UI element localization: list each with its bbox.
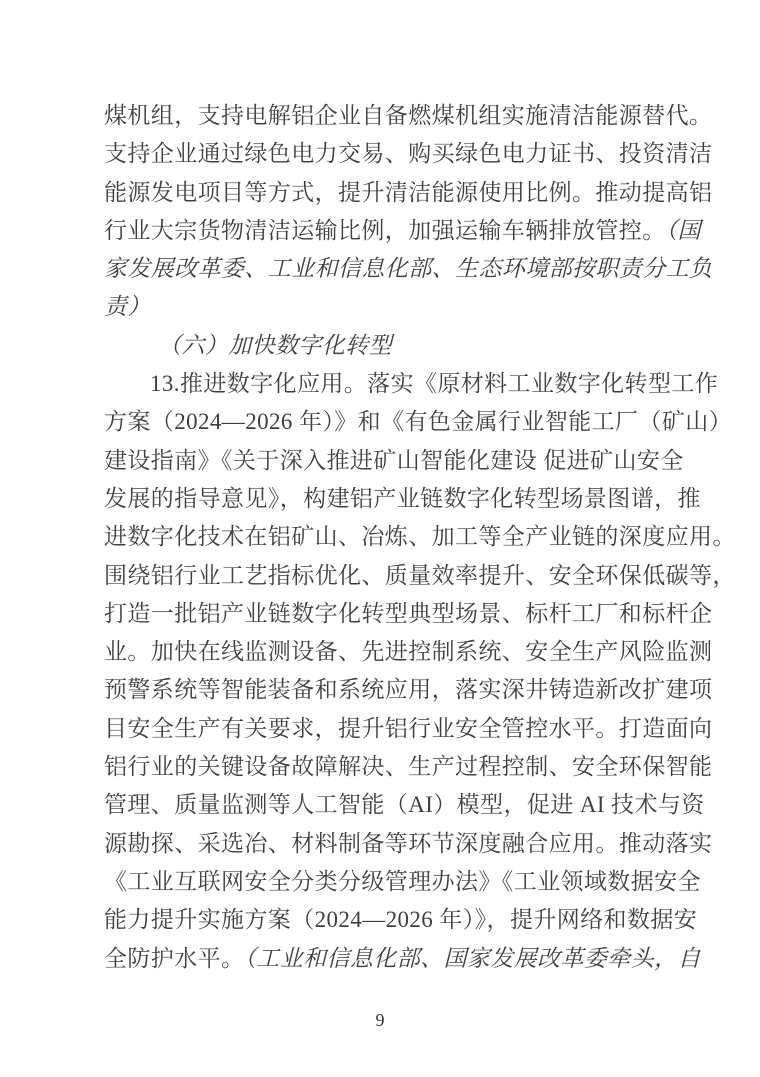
paragraph-line	[104, 557, 736, 595]
paragraph-line	[104, 633, 713, 671]
body-text: 《工业互联网安全分类分级管理办法》《工业领域数据安全	[104, 868, 701, 894]
paragraph-line	[104, 710, 713, 748]
paragraph-line	[104, 901, 698, 939]
body-text: 打造一批铝产业链数字化转型典型场景、标杆工厂和标杆企	[104, 600, 713, 626]
paragraph-line	[104, 135, 713, 173]
paragraph-line	[104, 212, 701, 250]
paragraph-line	[104, 442, 684, 480]
body-text: 进数字化技术在铝矿山、冶炼、加工等全产业链的深度应用。	[104, 524, 736, 550]
paragraph-line	[104, 174, 713, 212]
paragraph-line	[104, 403, 733, 441]
body-text: 13.推进数字化应用。落实《原材料工业数字化转型工作	[150, 371, 719, 397]
paragraph-line	[104, 748, 713, 786]
body-text: 铝行业的关键设备故障解决、生产过程控制、安全环保智能	[104, 754, 713, 780]
paragraph-line	[104, 595, 713, 633]
department-note: （国	[665, 217, 701, 243]
paragraph-line	[104, 940, 701, 978]
document-body-text	[104, 97, 736, 978]
paragraph-line	[104, 288, 666, 326]
body-text: 管理、质量监测等人工智能（AI）模型，促进 AI 技术与资	[104, 792, 705, 818]
body-text: 业。加快在线监测设备、先进控制系统、安全生产风险监测	[104, 639, 713, 665]
paragraph-line	[104, 518, 736, 556]
body-text: 目安全生产有关要求，提升铝行业安全管控水平。打造面向	[104, 715, 713, 741]
section-heading	[104, 327, 666, 365]
body-text: 行业大宗货物清洁运输比例，加强运输车辆排放管控。	[104, 217, 666, 243]
paragraph-line	[104, 480, 701, 518]
paragraph-line	[104, 825, 713, 863]
paragraph-line	[104, 786, 705, 824]
section-heading-text: （六）加快数字化转型	[158, 332, 392, 358]
body-text: 能力提升实施方案（2024—2026 年）》，提升网络和数据安	[104, 907, 698, 933]
page-number: 9	[375, 1010, 385, 1030]
paragraph-line	[104, 97, 713, 135]
body-text: 煤机组，支持电解铝企业自备燃煤机组实施清洁能源替代。	[104, 103, 713, 128]
body-text: 全防护水平。	[104, 945, 245, 971]
department-note: 家发展改革委、工业和信息化部、生态环境部按职责分工负	[104, 256, 713, 282]
body-text: 围绕铝行业工艺指标优化、质量效率提升、安全环保低碳等，	[104, 562, 736, 588]
body-text: 预警系统等智能装备和系统应用，落实深井铸造新改扩建项	[104, 677, 713, 703]
department-note: （工业和信息化部、国家发展改革委牵头，自	[244, 945, 701, 971]
paragraph-line	[104, 365, 719, 403]
body-text: 方案（2024—2026 年）》和《有色金属行业智能工厂（矿山）	[104, 409, 733, 435]
body-text: 源勘探、采选冶、材料制备等环节深度融合应用。推动落实	[104, 830, 713, 856]
body-text: 能源发电项目等方式，提升清洁能源使用比例。推动提高铝	[104, 179, 713, 205]
department-note: 责）	[104, 294, 151, 320]
paragraph-line	[104, 250, 713, 288]
body-text: 发展的指导意见》，构建铝产业链数字化转型场景图谱，推	[104, 485, 701, 511]
paragraph-line	[104, 671, 713, 709]
body-text: 支持企业通过绿色电力交易、购买绿色电力证书、投资清洁	[104, 141, 713, 167]
body-text: 建设指南》《关于深入推进矿山智能化建设 促进矿山安全	[104, 447, 684, 473]
paragraph-line	[104, 863, 701, 901]
